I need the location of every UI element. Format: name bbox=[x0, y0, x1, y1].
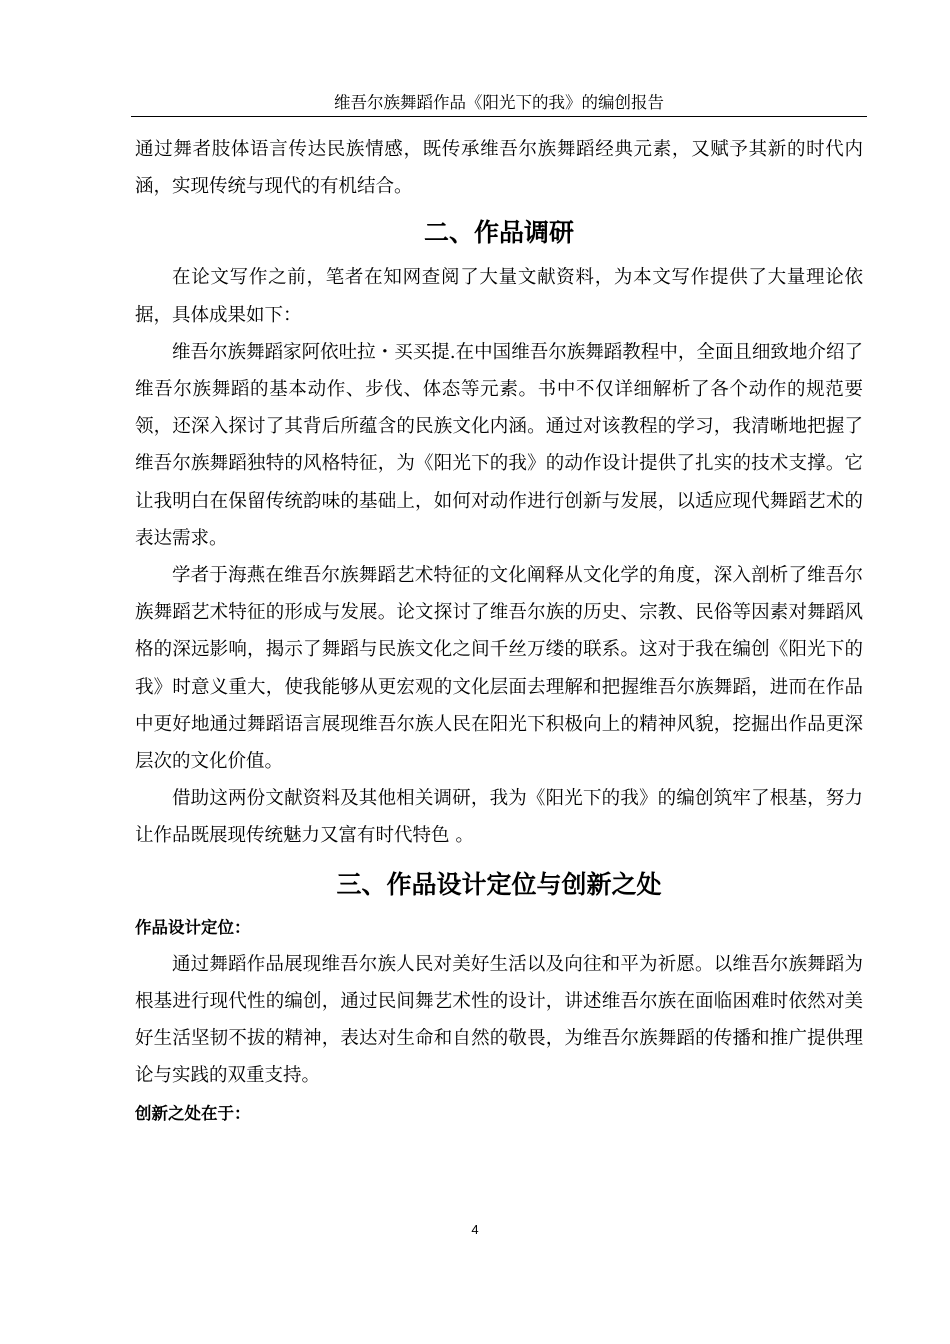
section-2-paragraph-3: 学者于海燕在维吾尔族舞蹈艺术特征的文化阐释从文化学的角度，深入剖析了维吾尔族舞蹈艺术特征的形成与发展。论文探讨了维吾尔族的历史、宗教、民俗等因素对舞蹈风格的深远影响，揭示了舞蹈与民族文化之间千丝万缕的联系。这对于我在编创《阳光下的我》时意义重大，使我能够从更宏观的文化层面去理解和把握维吾尔族舞蹈，进而在作品中更好地通过舞蹈语言展现维吾尔族人民在阳光下积极向上的精神风貌，挖掘出作品更深层次的文化价值。 bbox=[135, 565, 863, 773]
intro-continuation-paragraph: 通过舞者肢体语言传达民族情感，既传承维吾尔族舞蹈经典元素，又赋予其新的时代内涵，实现传统与现代的有机结合。 bbox=[135, 139, 863, 198]
innovation-label: 创新之处在于： bbox=[135, 1103, 251, 1123]
section-2-heading: 二、作品调研 bbox=[423, 218, 574, 248]
design-positioning-paragraph: 通过舞蹈作品展现维吾尔族人民对美好生活以及向往和平为祈愿。以维吾尔族舞蹈为根基进行现代性的编创，通过民间舞艺术性的设计，讲述维吾尔族在面临困难时依然对美好生活坚韧不拔的精神，表达对生命和自然的敬畏，为维吾尔族舞蹈的传播和推广提供理论与实践的双重支持。 bbox=[135, 953, 863, 1087]
section-2-paragraph-2: 维吾尔族舞蹈家阿依吐拉・买买提.在中国维吾尔族舞蹈教程中，全面且细致地介绍了维吾尔族舞蹈的基本动作、步伐、体态等元素。书中不仅详细解析了各个动作的规范要领，还深入探讨了其背后所蕴含的民族文化内涵。通过对该教程的学习，我清晰地把握了维吾尔族舞蹈独特的风格特征，为《阳光下的我》的动作设计提供了扎实的技术支撑。它让我明白在保留传统韵味的基础上，如何对动作进行创新与发展，以适应现代舞蹈艺术的表达需求。 bbox=[135, 341, 863, 549]
section-2-paragraph-4: 借助这两份文献资料及其他相关调研，我为《阳光下的我》的编创筑牢了根基，努力让作品既展现传统魅力又富有时代特色 。 bbox=[135, 788, 863, 847]
header-title: 维吾尔族舞蹈作品《阳光下的我》的编创报告 bbox=[334, 93, 664, 112]
page-number: 4 bbox=[471, 1222, 479, 1237]
section-3-heading: 三、作品设计定位与创新之处 bbox=[336, 869, 662, 899]
page-body bbox=[135, 131, 863, 1132]
page-header bbox=[131, 84, 867, 117]
section-2-paragraph-1: 在论文写作之前，笔者在知网查阅了大量文献资料，为本文写作提供了大量理论依据，具体成果如下： bbox=[135, 267, 863, 326]
design-positioning-label: 作品设计定位： bbox=[135, 917, 251, 937]
